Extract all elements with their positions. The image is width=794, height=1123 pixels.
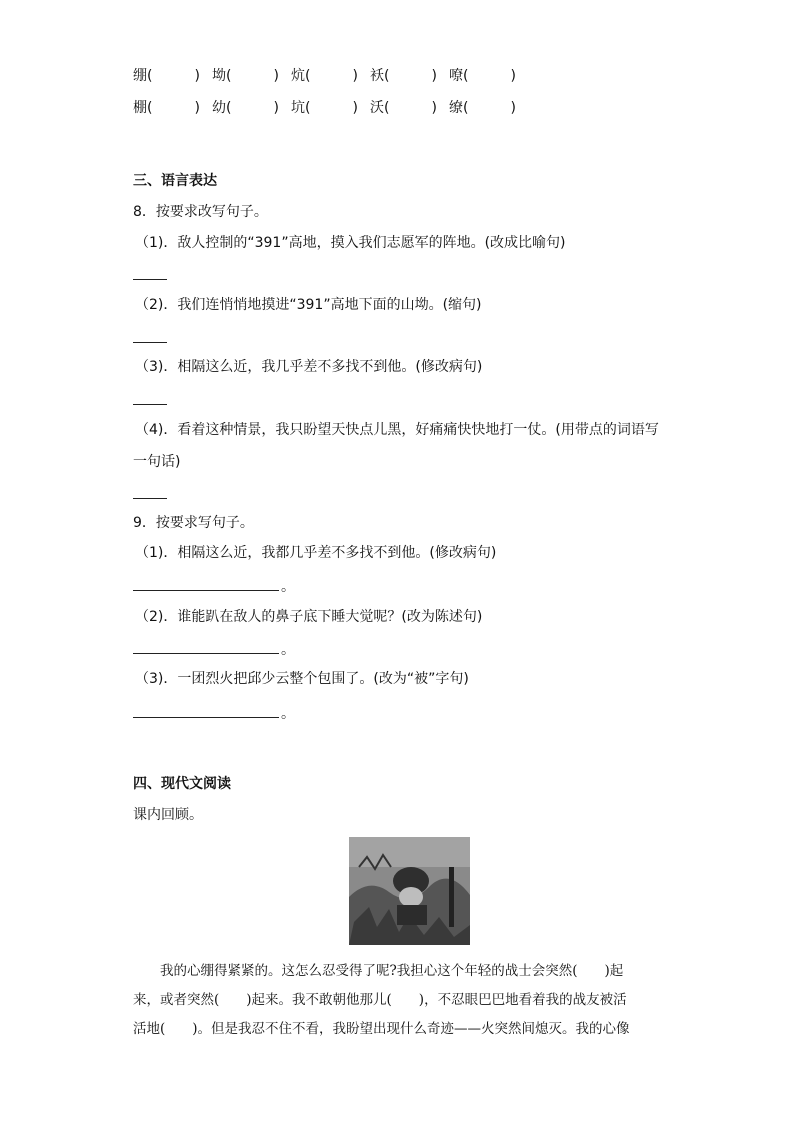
q8-item-1: （1)．敌人控制的“391”高地，摸入我们志愿军的阵地。(改成比喻句) <box>135 235 566 251</box>
reading-intro: 课内回顾。 <box>133 807 203 823</box>
answer-blank[interactable] <box>133 639 279 654</box>
section-4-heading: 四、现代文阅读 <box>133 776 231 792</box>
q9-answer-line-2 <box>133 639 295 660</box>
period: 。 <box>281 706 295 722</box>
q8-title: 8．按要求改写句子。 <box>133 204 268 220</box>
char-item: 炕( ) <box>291 68 358 84</box>
answer-blank[interactable] <box>133 498 167 499</box>
q8-item-3: （3)．相隔这么近，我几乎差不多找不到他。(修改病句) <box>135 359 483 375</box>
answer-blank[interactable] <box>133 404 167 405</box>
char-item: 嘹( ) <box>449 68 516 84</box>
q9-item-3: （3)．一团烈火把邱少云整个包围了。(改为“被”字句) <box>135 671 469 687</box>
char-item: 棚( ) <box>133 100 200 116</box>
char-item: 幼( ) <box>212 100 279 116</box>
section-3-heading: 三、语言表达 <box>133 173 217 189</box>
char-item: 袄( ) <box>370 68 437 84</box>
period: 。 <box>281 642 295 658</box>
q9-item-1: （1)．相隔这么近，我都几乎差不多找不到他。(修改病句) <box>135 545 497 561</box>
char-item: 坳( ) <box>212 68 279 84</box>
char-item: 坑( ) <box>291 100 358 116</box>
q8-item-2: （2)．我们连悄悄地摸进“391”高地下面的山坳。(缩句) <box>135 297 482 313</box>
q8-item-4: （4)．看着这种情景，我只盼望天快点儿黑，好痛痛快快地打一仗。(用带点的词语写 <box>135 422 659 438</box>
char-item: 缭( ) <box>449 100 516 116</box>
period: 。 <box>281 579 295 595</box>
q8-item-4-cont: 一句话) <box>133 454 181 470</box>
q9-item-2: （2)．谁能趴在敌人的鼻子底下睡大觉呢？(改为陈述句) <box>135 609 483 625</box>
passage-line-3: 活地( )。但是我忍不住不看，我盼望出现什么奇迹——火突然间熄灭。我的心像 <box>133 1021 630 1037</box>
passage-line-2: 来，或者突然( )起来。我不敢朝他那儿( )，不忍眼巴巴地看着我的战友被活 <box>133 992 627 1008</box>
char-row-2 <box>133 98 528 118</box>
char-item: 沃( ) <box>370 100 437 116</box>
answer-blank[interactable] <box>133 342 167 343</box>
q9-answer-line-3 <box>133 703 295 724</box>
char-row-1 <box>133 66 528 86</box>
char-item: 绷( ) <box>133 68 200 84</box>
answer-blank[interactable] <box>133 576 279 591</box>
answer-blank[interactable] <box>133 703 279 718</box>
passage-line-1: 我的心绷得紧紧的。这怎么忍受得了呢?我担心这个年轻的战士会突然( )起 <box>133 963 624 979</box>
answer-blank[interactable] <box>133 279 167 280</box>
q9-title: 9．按要求写句子。 <box>133 515 254 531</box>
q9-answer-line-1 <box>133 576 295 597</box>
soldier-illustration <box>349 837 470 945</box>
